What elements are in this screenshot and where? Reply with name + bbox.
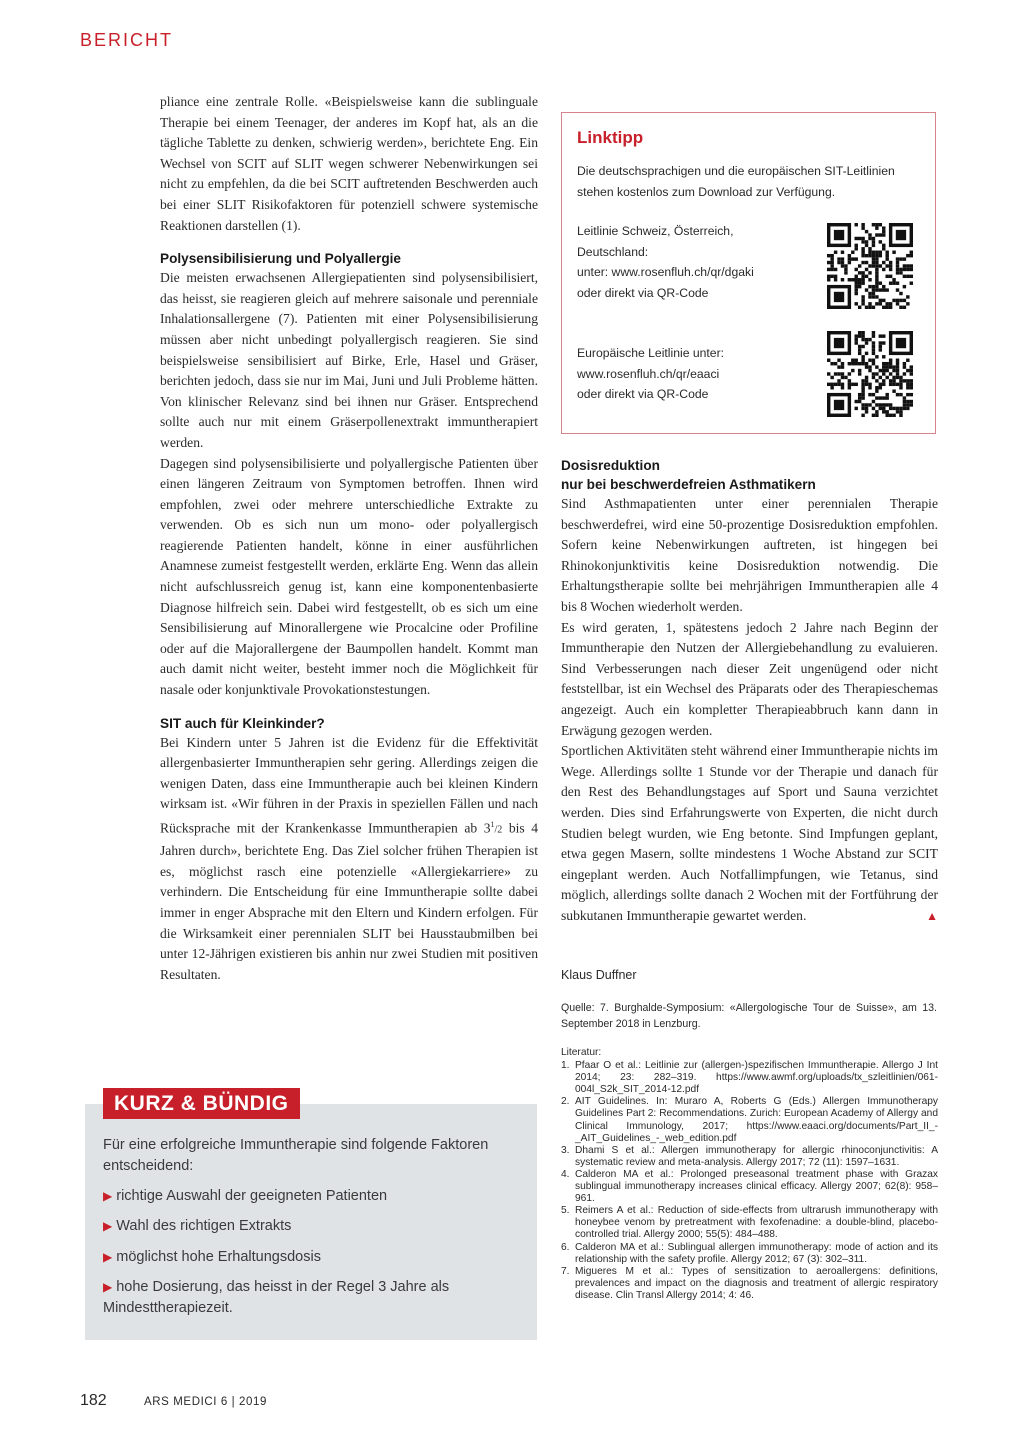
literature-list [561,1047,938,1302]
reference-item [561,1205,938,1241]
summary-bullet-text: Wahl des richtigen Extrakts [116,1218,292,1234]
reference-text: Migueres M et al.: Types of sensitization to aeroallergens: definitions, prevalences and impact on the diagnosis and treatment of allergic respiratory disease. Clin Transl Allergy 2014; 4: 46. [575,1265,938,1301]
qr-code-icon[interactable] [827,331,913,417]
paragraph: Es wird geraten, 1, spätestens jedoch 2 Jahre nach Beginn der Immuntherapie den Nutzen der Allergiebehandlung zu evaluieren. Sind Verbesserungen nach dieser Zeit ungenügend oder nicht feststellbar, ist ein Wechsel des Präparats oder des Therapieschemas angezeigt. Auch ein kompletter Therapieabbruch kann dann in Erwägung gezogen werden. [561,619,938,738]
summary-intro: Für eine erfolgreiche Immuntherapie sind folgende Faktoren entscheidend: [103,1137,489,1174]
summary-bullet [103,1186,523,1207]
left-column [160,92,538,985]
linktipp-title: Linktipp [577,128,644,147]
paragraph: Sind Asthmapatienten unter einer perennialen Therapie beschwerdefrei, wird eine 50-prozentige Dosisreduktion empfohlen. Sofern keine Nebenwirkungen auftreten, ist hingegen bei Rhinokonjunktivitis keine Dosisreduktion notwendig. Die Erhaltungstherapie sollte bei mehrjährigen Immuntherapien alle 4 bis 8 Wochen wiederholt werden. [561,496,938,614]
reference-number: 2. [561,1096,570,1108]
bullet-arrow-icon: ▶ [103,1250,113,1264]
guideline-eu-line: oder direkt via QR-Code [577,387,709,401]
summary-bullet-text: richtige Auswahl der geeigneten Patienten [116,1188,388,1204]
section-heading: Dosisreduktion [561,458,660,473]
summary-bullet [103,1247,523,1268]
reference-text: Dhami S et al.: Allergen immunotherapy for allergic rhinoconjunctivitis: A systematic review and meta-analysis. Allergy 2017; 72 (11): 1597–1631. [575,1144,938,1168]
guideline-eu-link[interactable]: www.rosenfluh.ch/qr/eaaci [577,366,720,381]
linktipp-intro-line: Die deutschsprachigen und die europäischen SIT-Leitlinien [577,164,895,178]
qr-code-icon[interactable] [827,223,913,309]
paragraph [561,741,938,926]
guideline-ch-line: Deutschland: [577,244,649,259]
paragraph: Dagegen sind polysensibilisierte und polyallergische Patienten über einen längeren Zeitraum von Symptomen betroffen. Ihnen wird empfohlen, zwei oder mehrere unterschiedliche Extrakte zu verwenden. Ob es sich nun um mono- oder polyallergisch reagierende Patienten handelt, könne in einer ausführlichen Anamnese zumeist festgestellt werden, erklärte Eng. Wenn das allein nicht aufschlussreich genug ist, kann eine komponentenbasierte Diagnose hilfreich sein. Dabei wird festgestellt, ob es sich um eine Sensibilisierung auf Minorallergene wie Procalcine oder Profiline oder auf die Majorallergene der Baumpollen handelt. Kommt man auch damit nicht weiter, besteht immer noch die Möglichkeit für nasale oder konjunktivale Provokationstestungen. [160,455,538,698]
bullet-arrow-icon: ▶ [103,1189,113,1203]
paragraph: Die meisten erwachsenen Allergiepatienten sind polysensibilisiert, das heisst, sie reagieren gleich auf mehrere saisonale und perenniale Inhalationsallergene (7). Patienten mit einer Polysensibilisierung müssen aber nicht unbedingt polyallergisch reagieren. Sie sind beispielsweise sensibilisiert auf Birke, Erle, Hasel und Gräser, berichten jedoch, dass sie nur im Mai, Juni und Juli Probleme hätten. Von klinischer Relevanz sind bei ihnen nur Gräser. Entsprechend sollte auch nur mit einem Gräserpollenextrakt immuntherapiert werden. [160,270,538,450]
author: Klaus Duffner [561,968,637,982]
reference-list [561,1060,938,1302]
source-note: Quelle: 7. Burghalde-Symposium: «Allergologische Tour de Suisse», am 13. September 2018 in Lenzburg. [561,1002,937,1030]
summary-bullet-text: hohe Dosierung, das heisst in der Regel 3 Jahre als Mindesttherapiezeit. [103,1279,450,1316]
reference-item [561,1145,938,1169]
reference-text: Pfaar O et al.: Leitlinie zur (allergen-)spezifischen Immuntherapie. Allergo J Int 2014; 23: 282–319. https://www.awmf.org/uploads/tx_szleitlinien/061-004l_S2k_SIT_2014-12.pdf [575,1060,938,1096]
reference-number: 3. [561,1144,570,1156]
fraction-denominator: /2 [494,824,503,836]
reference-item [561,1169,938,1205]
paragraph: pliance eine zentrale Rolle. «Beispielsweise kann die sublinguale Therapie bei einem Teenager, der anderes im Kopf hat, als an die tägliche Tablette zu denken, schwierig werden», berichtete Eng. Ein Wechsel von SCIT auf SLIT wegen schwerer Nebenwirkungen sei nicht zu empfehlen, da die bei SCIT auftretenden Beschwerden auch bei einer SLIT Risikofaktoren für potenziell schwere systemische Reaktionen darstellen (1). [160,94,538,233]
reference-text: Calderon MA et al.: Sublingual allergen immunotherapy: mode of action and its relationship with the safety profile. Allergy 2012; 67 (3): 302–311. [575,1241,938,1265]
summary-title: KURZ & BÜNDIG [103,1088,300,1119]
summary-bullet-text: möglichst hohe Erhaltungsdosis [116,1249,321,1265]
reference-number: 5. [561,1205,570,1217]
reference-number: 4. [561,1168,570,1180]
guideline-ch-text [577,221,754,303]
section-heading: Polysensibilisierung und Polyallergie [160,251,401,267]
reference-item [561,1096,938,1144]
end-mark-icon: ▲ [926,908,938,923]
reference-number: 1. [561,1060,570,1072]
reference-number: 7. [561,1265,570,1277]
linktipp-intro [577,161,895,202]
reference-number: 6. [561,1241,570,1253]
literature-label: Literatur: [561,1047,602,1058]
section-heading: SIT auch für Kleinkinder? [160,715,325,731]
paragraph-part: bis 4 Jahren durch», berichtete Eng. Das Ziel solcher frühen Therapien ist es, möglichst rasch eine potenzielle «Allergiekarriere» zu verhindern. Die Entscheidung für eine Immuntherapie sollte dabei immer in enger Absprache mit den Eltern und Kindern erfolgen. Für die Wirksamkeit einer perennialen SLIT bei Hausstaubmilben bei unter 12-Jährigen existieren bis anhin nur zwei Studien mit positiven Resultaten. [160,820,538,982]
page-number: 182 [80,1392,107,1409]
paragraph-part: Bei Kindern unter 5 Jahren ist die Evidenz für die Effektivität allergenbasierter Immuntherapien sehr gering. Allerdings zeigen die wenigen Daten, dass eine Immuntherapie auch bei kleinen Kindern wirksam ist. «Wir führen in der Praxis in speziellen Fällen und nach Rücksprache mit der Krankenkasse Immuntherapien ab 3 [160,734,538,836]
section-heading: nur bei beschwerdefreien Asthmatikern [561,477,816,492]
section-label: BERICHT [80,30,174,50]
reference-text: AIT Guidelines. In: Muraro A, Roberts G (Eds.) Allergen Immunotherapy Guidelines Part 2: Recommendations. Zurich: European Academy of Allergy and Clinical Immunology, 2017; https://www.eaaci.org/documents/Part_II_-_AIT_Guidelines_-_web_edition.pdf [575,1096,938,1144]
fraction-numerator: 1 [490,820,495,829]
reference-item [561,1060,938,1096]
summary-bullet [103,1277,463,1319]
paragraph [160,733,538,986]
right-column [561,456,938,926]
bullet-arrow-icon: ▶ [103,1280,113,1294]
reference-text: Reimers A et al.: Reduction of side-effects from ultrarush immunotherapy with honeybee venom by pretreatment with fexofenadine: a double-blind, placebo-controlled trial. Allergy 2000; 55(5): 484–488. [575,1205,938,1241]
reference-text: Calderon MA et al.: Prolonged preseasonal treatment phase with Grazax sublingual immunotherapy increases clinical efficacy. Allergy 2007; 62(8): 958–961. [575,1168,938,1205]
reference-item [561,1266,938,1302]
guideline-eu-text [577,343,724,405]
linktipp-box [561,112,936,434]
magazine-issue: ARS MEDICI 6 | 2019 [144,1396,268,1408]
guideline-ch-link[interactable]: unter: www.rosenfluh.ch/qr/dgaki [577,265,754,279]
guideline-ch-line: Leitlinie Schweiz, Österreich, [577,224,734,238]
guideline-ch-line: oder direkt via QR-Code [577,285,709,300]
linktipp-intro-line: stehen kostenlos zum Download zur Verfügung. [577,184,836,199]
summary-bullet [103,1216,523,1237]
paragraph-part: Sportlichen Aktivitäten steht während einer Immuntherapie nichts im Wege. Allerdings sollte 1 Stunde vor der Therapie und danach für den Rest des Behandlungstages auf Sport und Sauna verzichtet werden. Dies sind Erfahrungswerte von Experten, die nicht durch Studien belegt wurden, wie Eng betonte. Sind Impfungen geplant, etwa gegen Masern, sollte mindestens 1 Woche Abstand zur SCIT eingeplant werden. Auch Notfallimpfungen, wie Tetanus, sind möglich, allerdings sollte danach 2 Wochen mit der Fortführung der subkutanen Immuntherapie gewartet werden. [561,743,938,923]
bullet-arrow-icon: ▶ [103,1219,113,1233]
guideline-eu-line: Europäische Leitlinie unter: [577,346,725,360]
reference-item [561,1242,938,1266]
